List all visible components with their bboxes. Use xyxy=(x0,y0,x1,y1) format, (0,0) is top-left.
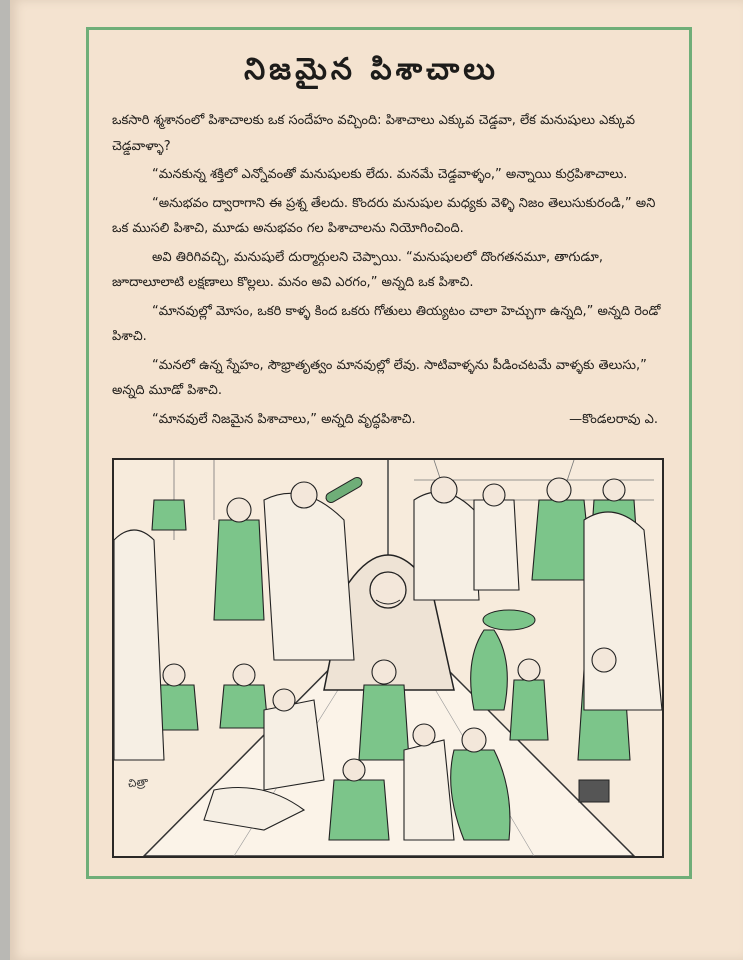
story-paragraph: అవి తిరిగివచ్చి, మనుషులే దుర్మార్గులని చెప్పాయి. “మనుషులలో దొంగతనమూ, తాగుడూ, జూదాలూలాటి లక్షణాలు కొల్లలు. మనం అవి ఎరగం,” అన్నది ఒక పిశాచి. xyxy=(112,249,603,290)
story-paragraph: “మనకున్న శక్తిలో ఎన్నోవంతో మనుషులకు లేదు. మనమే చెడ్డవాళ్ళం,” అన్నాయి కుర్రపిశాచాలు. xyxy=(152,167,628,182)
author-credit: —కొండలరావు ఎ. xyxy=(569,411,658,427)
story-body xyxy=(112,108,664,435)
artist-signature: చిత్రా xyxy=(126,774,150,791)
story-paragraph: “మానవుల్లో మోసం, ఒకరి కాళ్ళ కింద ఒకరు గోతులు తియ్యటం చాలా హెచ్చుగా ఉన్నది,” అన్నది రెండో పిశాచి. xyxy=(112,303,661,344)
closing-line xyxy=(112,407,664,433)
story-paragraph: ఒకసారి శ్మశానంలో పిశాచాలకు ఒక సందేహం వచ్చింది: పిశాచాలు ఎక్కువ చెడ్డవా, లేక మనుషులు ఎక్కువ చెడ్డవాళ్ళా? xyxy=(112,113,635,154)
story-illustration xyxy=(112,458,664,858)
closing-quote: “మానవులే నిజమైన పిశాచాలు,” అన్నది వృద్ధపిశాచి. xyxy=(152,411,416,427)
illustration-drawing xyxy=(114,460,662,856)
story-title: నిజమైన పిశాచాలు xyxy=(244,52,499,87)
story-paragraph: “మనలో ఉన్న స్నేహం, సౌభ్రాతృత్వం మానవుల్లో లేవు. సాటివాళ్ళను పీడించటమే వాళ్ళకు తెలుసు,” అన్నది మూడో పిశాచి. xyxy=(112,357,647,398)
story-paragraph: “అనుభవం ద్వారాగాని ఈ ప్రశ్న తేలదు. కొందరు మనుషుల మధ్యకు వెళ్ళి నిజం తెలుసుకురండి,” అని ఒక ముసలి పిశాచి, మూడు అనుభవం గల పిశాచాలను నియోగించింది. xyxy=(112,195,656,236)
